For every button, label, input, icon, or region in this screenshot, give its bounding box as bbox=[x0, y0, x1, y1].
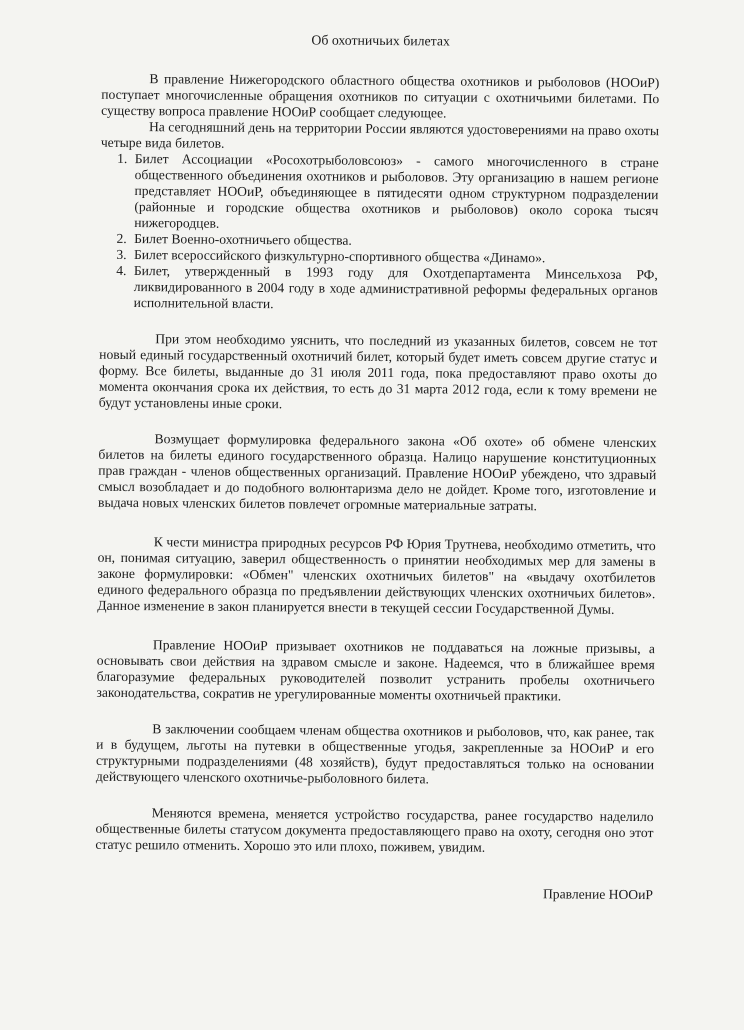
document-title: Об охотничьих билетах bbox=[311, 32, 450, 49]
body-paragraph-3: К чести министра природных ресурсов РФ Юрия Трутнева, необходимо отметить, что он, понимая ситуацию, заверил общественность о принятии необходимых мер для замены в законе формулировки: «Обмен" членских охотничьих билетов" на «выдачу охотбилетов единого федерального образца по предъявлении действующих членских охотничьих билетов». Данное изменение в закон планируется внести в текущей сессии Государственной Думы. bbox=[97, 534, 656, 617]
body-paragraph-5: В заключении сообщаем членам общества охотников и рыболовов, что, как ранее, так и в будущем, льготы на путевки в общественные угодья, закрепленные за НООиР и его структурными подразделениями (48 хозяйств), будут предоставляться только на основании действующего членского охотничье-рыболовного билета. bbox=[95, 721, 655, 787]
list-item: 4. Билет, утвержденный в 1993 году для Охотдепартамента Минсельхоза РФ, ликвидированного в 2004 году в ходе административной реформы федеральных органов исполнительной власти. bbox=[130, 263, 658, 315]
list-item: 2. Билет Военно-охотничьего общества. bbox=[130, 231, 658, 251]
signature: Правление НООиР bbox=[542, 886, 654, 903]
body-paragraph-4: Правление НООиР призывает охотников не поддаваться на ложные призывы, а основывать свои действия на здравом смысле и законе. Надеемся, что в ближайшее время благоразумие федеральных руководителей позволит устранить пробелы охотничьего законодательства, сократив не урегулированные моменты охотничьей практики. bbox=[96, 637, 655, 704]
body-paragraph-2: Возмущает формулировка федерального закона «Об охоте» об обмене членских билетов на билеты единого государственного образца. Налицо нарушение конституционных прав граждан - членов общественных организаций. Правление НООиР убеждено, что здравый смысл возобладает и до подобного волюнтаризма дело не дойдет. Кроме того, изготовление и выдача новых членских билетов повлечет огромные материальные затраты. bbox=[97, 431, 657, 514]
body-paragraph-6: Меняются времена, меняется устройство государства, ранее государство наделило общественные билеты статусом документа предоставляющего право на охоту, сегодня оно этот статус решило отменить. Хорошо это или плохо, поживем, увидим. bbox=[95, 805, 654, 855]
intro-paragraph-2: На сегодняшний день на территории России являются удостоверениями на право охоты четыре вида билетов. bbox=[100, 119, 660, 151]
body-paragraph-1: При этом необходимо уяснить, что последний из указанных билетов, совсем не тот новый единый государственный охотничий билет, который будет иметь совсем другие статус и форму. Все билеты, выданные до 31 июля 2011 года, пока предоставляют право охоты до момента окончания срока их действия, то есть до 31 марта 2012 года, если к тому времени не будут установлены иные сроки. bbox=[98, 331, 658, 412]
list-item: 3. Билет всероссийского физкультурно-спортивного общества «Динамо». bbox=[130, 247, 658, 267]
intro-paragraph-1: В правление Нижегородского областного общества охотников и рыболовов (НООиР) поступает многочисленные обращения охотников по ситуации с охотничьими билетами. По существу вопроса правление НООиР сообщает следующее. bbox=[101, 71, 660, 121]
list-item: 1. Билет Ассоциации «Росохотрыболовсоюз» - самого многочисленного в стране общественного объединения охотников и рыболовов. Эту организацию в нашем регионе представляет НООиР, объединяющее в пятидесяти одном структурном подразделении (районные и городские общества охотников и рыболовов) около сорока тысяч нижегородцев. bbox=[130, 151, 659, 235]
ticket-types-list bbox=[100, 151, 659, 315]
